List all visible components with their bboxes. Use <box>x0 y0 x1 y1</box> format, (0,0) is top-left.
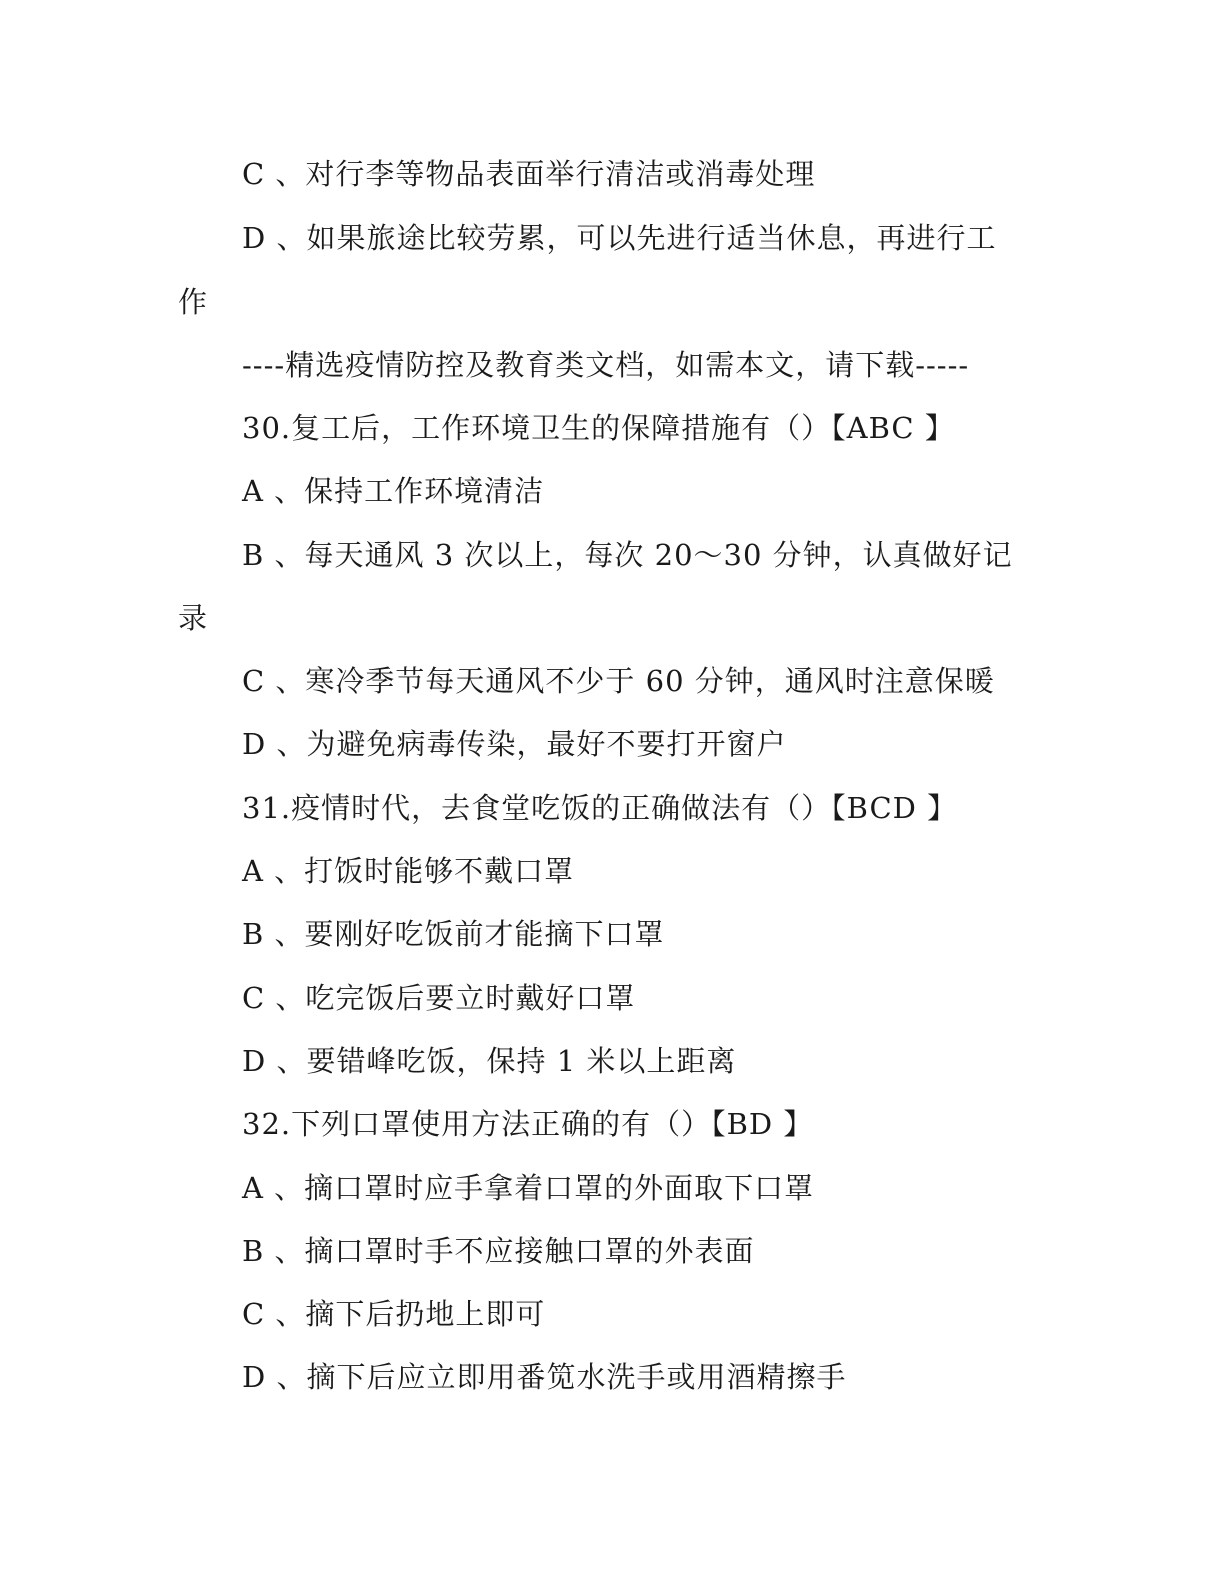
q30-option-a: A 、保持工作环境清洁 <box>242 474 545 508</box>
q31-option-a: A 、打饭时能够不戴口罩 <box>242 854 575 888</box>
q30-option-b: B 、每天通风 3 次以上，每次 20～30 分钟，认真做好记 <box>242 538 1013 572</box>
q32-option-a: A 、摘口罩时应手拿着口罩的外面取下口罩 <box>242 1171 815 1205</box>
question-32: 32.下列口罩使用方法正确的有（）【BD 】 <box>242 1107 814 1141</box>
q32-option-c: C 、摘下后扔地上即可 <box>242 1297 546 1331</box>
option-d-continuation: 作 <box>178 285 209 319</box>
q30-option-c: C 、寒冷季节每天通风不少于 60 分钟，通风时注意保暖 <box>242 664 995 698</box>
q31-option-d: D 、要错峰吃饭，保持 1 米以上距离 <box>242 1044 737 1078</box>
download-banner: ----精选疫情防控及教育类文档，如需本文，请下载----- <box>242 348 970 382</box>
option-d-rest: D 、如果旅途比较劳累，可以先进行适当休息，再进行工 <box>242 221 997 255</box>
q30-option-d: D 、为避免病毒传染，最好不要打开窗户 <box>242 727 787 761</box>
q32-option-d: D 、摘下后应立即用番笕水洗手或用酒精擦手 <box>242 1360 847 1394</box>
q32-option-b: B 、摘口罩时手不应接触口罩的外表面 <box>242 1234 755 1268</box>
q31-option-b: B 、要刚好吃饭前才能摘下口罩 <box>242 917 665 951</box>
q31-option-c: C 、吃完饭后要立时戴好口罩 <box>242 981 636 1015</box>
question-30: 30.复工后，工作环境卫生的保障措施有（）【ABC 】 <box>242 411 955 445</box>
question-31: 31.疫情时代，去食堂吃饭的正确做法有（）【BCD 】 <box>242 791 958 825</box>
q30-option-b-continuation: 录 <box>178 601 209 635</box>
option-c-luggage: C 、对行李等物品表面举行清洁或消毒处理 <box>242 157 816 191</box>
